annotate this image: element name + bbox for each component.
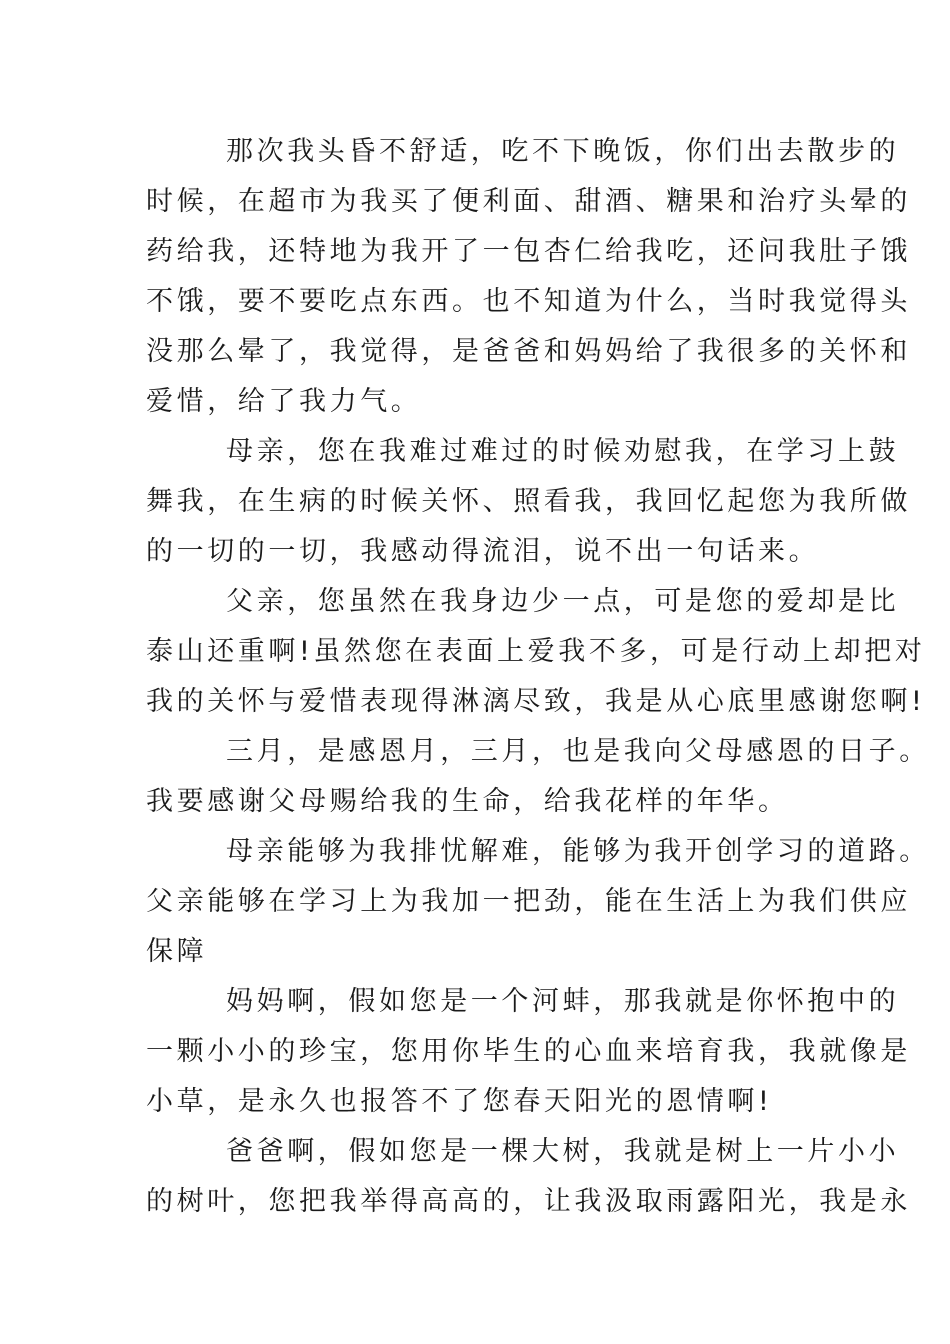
- paragraph-1-line-2: 时候，在超市为我买了便利面、甜酒、糖果和治疗头晕的: [146, 186, 911, 217]
- paragraph-1-line-4: 不饿，要不要吃点东西。也不知道为什么，当时我觉得头: [146, 286, 911, 317]
- paragraph-6-line-2: 一颗小小的珍宝，您用你毕生的心血来培育我，我就像是: [146, 1036, 911, 1067]
- paragraph-3-line-2: 泰山还重啊!虽然您在表面上爱我不多，可是行动上却把对: [146, 636, 926, 667]
- paragraph-6-line-3: 小草，是永久也报答不了您春天阳光的恩情啊!: [146, 1086, 773, 1117]
- paragraph-1-line-6: 爱惜，给了我力气。: [146, 386, 422, 417]
- paragraph-3-line-1: 父亲，您虽然在我身边少一点，可是您的爱却是比: [226, 586, 900, 617]
- paragraph-3-line-3: 我的关怀与爱惜表现得淋漓尽致，我是从心底里感谢您啊!: [146, 686, 926, 717]
- paragraph-4-line-2: 我要感谢父母赐给我的生命，给我花样的年华。: [146, 786, 789, 817]
- paragraph-5-line-3: 保障: [146, 936, 208, 967]
- paragraph-5-line-2: 父亲能够在学习上为我加一把劲，能在生活上为我们供应: [146, 886, 911, 917]
- paragraph-2-line-2: 舞我，在生病的时候关怀、照看我，我回忆起您为我所做: [146, 486, 911, 517]
- paragraph-1-line-1: 那次我头昏不舒适，吃不下晚饭，你们出去散步的: [226, 136, 900, 167]
- paragraph-2-line-3: 的一切的一切，我感动得流泪，说不出一句话来。: [146, 536, 820, 567]
- paragraph-5-line-1: 母亲能够为我排忧解难，能够为我开创学习的道路。: [226, 836, 930, 867]
- paragraph-7-line-1: 爸爸啊，假如您是一棵大树，我就是树上一片小小: [226, 1136, 900, 1167]
- paragraph-7-line-2: 的树叶，您把我举得高高的，让我汲取雨露阳光，我是永: [146, 1186, 911, 1217]
- paragraph-4-line-1: 三月，是感恩月，三月，也是我向父母感恩的日子。: [226, 736, 930, 767]
- paragraph-2-line-1: 母亲，您在我难过难过的时候劝慰我，在学习上鼓: [226, 436, 900, 467]
- paragraph-1-line-5: 没那么晕了，我觉得，是爸爸和妈妈给了我很多的关怀和: [146, 336, 911, 367]
- paragraph-6-line-1: 妈妈啊，假如您是一个河蚌，那我就是你怀抱中的: [226, 986, 900, 1017]
- paragraph-1-line-3: 药给我，还特地为我开了一包杏仁给我吃，还问我肚子饿: [146, 236, 911, 267]
